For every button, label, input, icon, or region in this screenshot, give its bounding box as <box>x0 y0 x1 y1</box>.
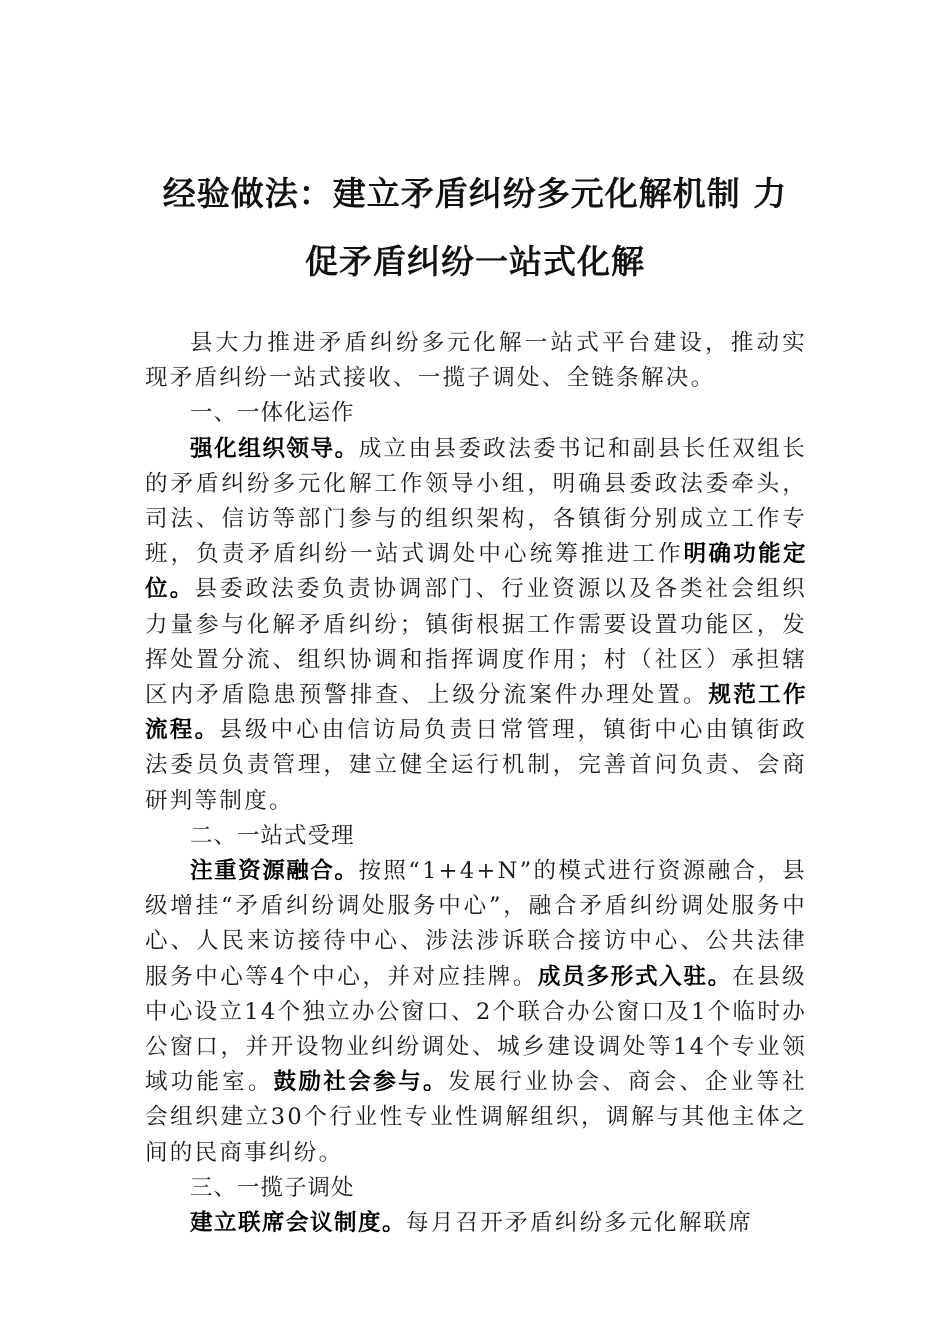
section-2-text-1: 按照“1+4+N”的模式进行资源融合，县级增挂“矛盾纠纷调处服务中心”，融合矛盾纠纷调处服务中心、人民来访接待中心、涉法涉诉联合接访中心、公共法律服务中心等4个中心，并对应挂牌。 <box>145 858 807 990</box>
section-3-paragraph <box>145 1206 807 1241</box>
lead-social-participation: 鼓励社会参与。 <box>273 1069 448 1096</box>
section-1-heading: 一、一体化运作 <box>190 400 355 427</box>
lead-member-entry: 成员多形式入驻。 <box>537 963 733 990</box>
section-2-text-3: 发展行业协会、商会、企业等社会组织建立30个行业性专业性调解组织，调解与其他主体之间的民商事纠纷。 <box>145 1069 807 1166</box>
lead-resource-integration: 注重资源融合。 <box>190 858 359 885</box>
section-3-heading: 三、一揽子调处 <box>190 1174 355 1201</box>
section-1-text-3: 县级中心由信访局负责日常管理，镇街中心由镇街政法委员负责管理，建立健全运行机制，完善首问负责、会商研判等制度。 <box>145 717 807 814</box>
lead-joint-meeting: 建立联席会议制度。 <box>190 1210 407 1237</box>
lead-standardize-workflow: 规范工作流程。 <box>145 682 807 744</box>
section-3-text-1: 每月召开矛盾纠纷多元化解联席 <box>406 1210 754 1237</box>
lead-strengthen-organization: 强化组织领导。 <box>190 435 359 462</box>
section-2-paragraph <box>145 854 807 1171</box>
document-title-line-1: 经验做法：建立矛盾纠纷多元化解机制 力 <box>162 174 788 213</box>
lead-clarify-function: 明确功能定位。 <box>145 541 807 603</box>
section-1-text-1: 成立由县委政法委书记和副县长任双组长的矛盾纠纷多元化解工作领导小组，明确县委政法委牵头，司法、信访等部门参与的组织架构，各镇街分别成立工作专班，负责矛盾纠纷一站式调处中心统筹推进工作 <box>145 435 807 568</box>
document-body <box>145 326 807 1241</box>
section-1-text-2: 县委政法委负责协调部门、行业资源以及各类社会组织力量参与化解矛盾纠纷；镇街根据工作需要设置功能区，发挥处置分流、组织协调和指挥调度作用；村（社区）承担辖区内矛盾隐患预警排查、上级分流案件办理处置。 <box>145 576 807 709</box>
intro-paragraph: 县大力推进矛盾纠纷多元化解一站式平台建设，推动实现矛盾纠纷一站式接收、一揽子调处、全链条解决。 <box>145 330 807 392</box>
section-1-paragraph <box>145 432 807 819</box>
section-2-heading: 二、一站式受理 <box>190 822 355 849</box>
document-title-line-2: 促矛盾纠纷一站式化解 <box>305 242 645 281</box>
section-2-text-2: 在县级中心设立14个独立办公窗口、2个联合办公窗口及1个临时办公窗口，并开设物业纠纷调处、城乡建设调处等14个专业领域功能室。 <box>145 963 807 1096</box>
